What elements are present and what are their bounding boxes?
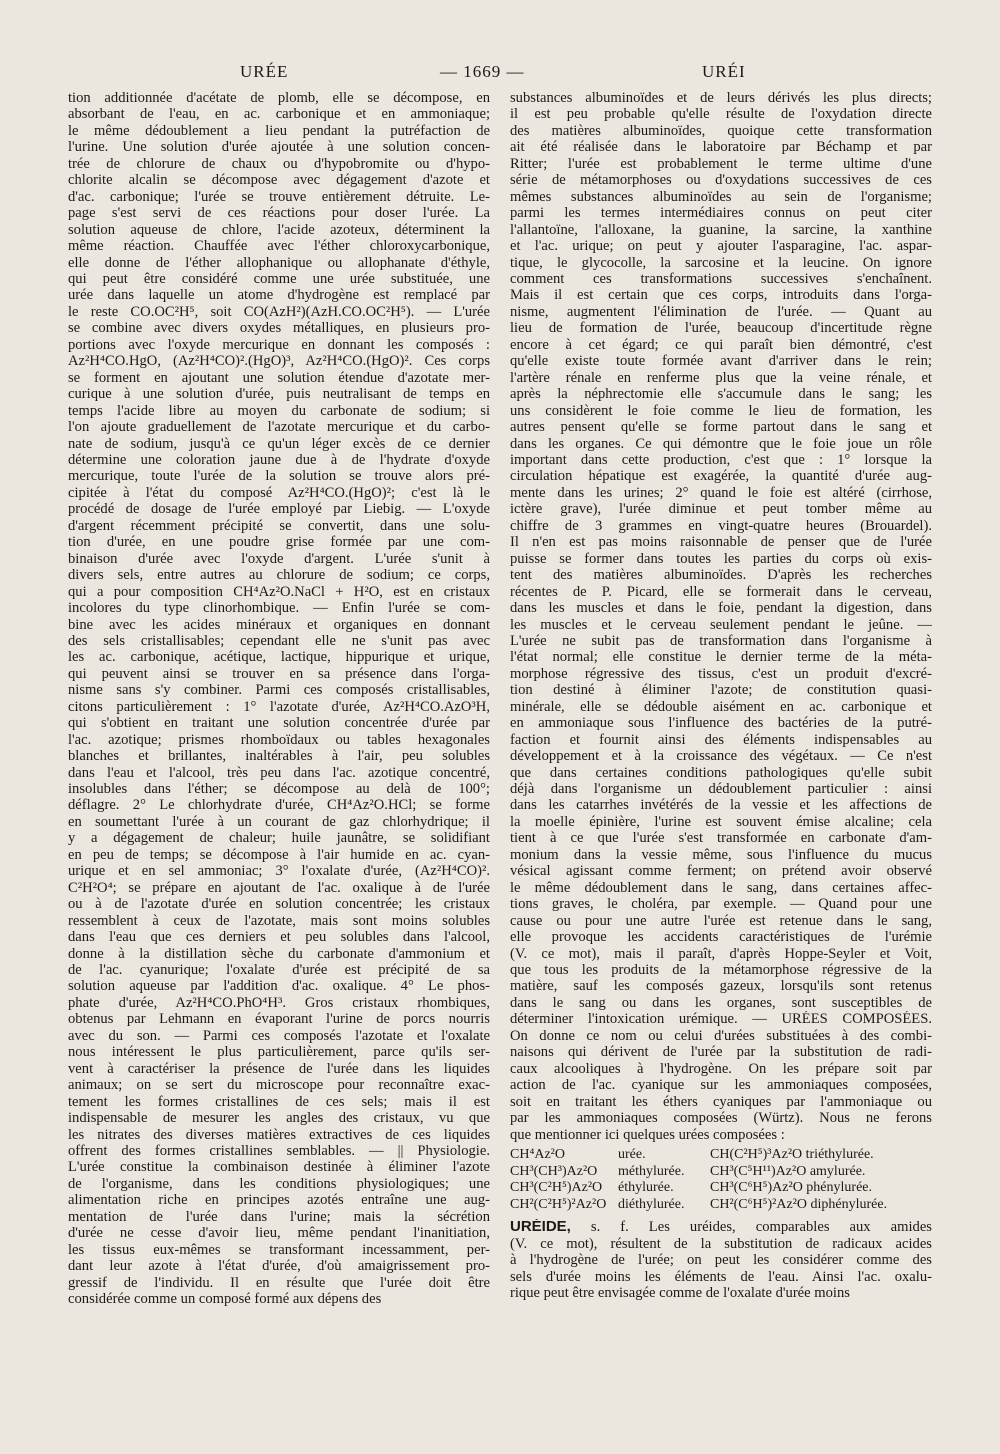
text-line: déflagre. 2° Le chlorhydrate d'urée, CH⁴Az²O.HCl; se forme <box>68 797 490 814</box>
compound-cell: CH³(C⁵H¹¹)Az²O amylurée. <box>710 1163 866 1179</box>
text-line: d'ac. carbonique; l'urée se trouve entièrement détruite. Le- <box>68 188 490 205</box>
header-right-word: URÉI <box>702 62 746 81</box>
text-line: sels d'urée moins les éléments de l'eau. Ainsi l'ac. oxalu- <box>510 1268 932 1285</box>
text-line: Az²H⁴CO.HgO, (Az²H⁴CO)².(HgO)³, Az²H⁴CO.(HgO)². Ces corps <box>68 353 490 370</box>
text-line: action de l'ac. cyanique sur les ammoniaques composées, <box>510 1077 932 1094</box>
text-line: On donne ce nom ou celui d'urées substituées à des combi- <box>510 1027 932 1044</box>
text-line: tient à ce que l'urée s'est transformée en carbonate d'am- <box>510 830 932 847</box>
text-line: l'urine. Une solution d'urée ajoutée à une solution concen- <box>68 139 490 156</box>
text-line: à l'hydrogène de l'urée; on peut les considérer comme des <box>510 1252 932 1269</box>
text-line: dans le sang ou dans les organes, sont susceptibles de <box>510 994 932 1011</box>
text-line: développement et à la croissance des végétaux. — Ce n'est <box>510 748 932 765</box>
text-line: cause ou pour une autre l'urée est retenue dans le sang, <box>510 912 932 929</box>
compound-cell: diéthylurée. <box>618 1196 685 1212</box>
text-line: par les ammoniaques composées (Würtz). Nous ne ferons <box>510 1110 932 1127</box>
text-line: binaison d'urée avec l'oxyde d'argent. L'urée s'unit à <box>68 550 490 567</box>
text-line: récentes de P. Picard, elle se formerait dans le cerveau, <box>510 583 932 600</box>
text-line: des matières albuminoïdes, quoique cette transformation <box>510 122 932 139</box>
text-line: le même dédoublement dans le sang, dans certaines affec- <box>510 879 932 896</box>
text-line: déjà dans l'organisme un dédoublement particulier : ainsi <box>510 781 932 798</box>
text-line: temps l'acide libre au moyen du carbonate de sodium; si <box>68 402 490 419</box>
text-line: solution aqueuse par l'addition d'ac. oxalique. 4° Le phos- <box>68 978 490 995</box>
text-line: qui a pour composition CH⁴Az²O.NaCl + H²O, est en cristaux <box>68 583 490 600</box>
compound-cell: CH³(CH³)Az²O <box>510 1163 598 1179</box>
compound-cell: CH(C²H⁵)³Az²O triéthylurée. <box>710 1147 874 1162</box>
text-line: matière, sauf les composés gazeux, lorsqu'ils sont retenus <box>510 978 932 995</box>
text-line: solution aqueuse de chlore, l'acide azoteux, déterminent la <box>68 221 490 238</box>
entry-headword: URÉIDE, <box>510 1219 571 1236</box>
text-line: gressif de l'individu. Il en résulte que l'urée doit être <box>68 1274 490 1291</box>
text-line: comment ces transformations successives s'enchaînent. <box>510 270 932 287</box>
text-line: absorbant de l'eau, en ac. carbonique et en ammoniaque; <box>68 106 490 123</box>
text-line: et l'ac. urique; on peut y ajouter l'asparagine, l'ac. aspar- <box>510 238 932 255</box>
text-line: animaux; on se sert du microscope pour reconnaître exac- <box>68 1077 490 1094</box>
text-line: le reste CO.OC²H⁵, soit CO(AzH²)(AzH.CO.OC²H⁵). — L'urée <box>68 303 490 320</box>
running-head <box>0 62 1000 86</box>
text-line: même réaction. Chauffée avec l'éther chloroxycarbonique, <box>68 238 490 255</box>
text-line: les ac. carbonique, acétique, lactique, hippurique et urique, <box>68 649 490 666</box>
text-line: incolores du type clinorhombique. — Enfin l'urée se com- <box>68 600 490 617</box>
text-line: (V. ce mot), résultent de la substitution de radicaux acides <box>510 1235 932 1252</box>
text-line: vent à caractériser la présence de l'urée dans les liquides <box>68 1060 490 1077</box>
text-line: série de métamorphoses ou d'oxydations successives de ces <box>510 172 932 189</box>
text-line: détermine une coloration jaune due à de l'hydrate d'oxyde <box>68 451 490 468</box>
text-line: mentation de l'urée dans l'urine; mais la sécrétion <box>68 1208 490 1225</box>
text-line: en peu de temps; se décompose à l'air humide en ac. cyan- <box>68 846 490 863</box>
text-line: se forment en ajoutant une solution étendue d'azotate mer- <box>68 369 490 386</box>
text-line: Mais il est certain que ces corps, introduits dans l'orga- <box>510 287 932 304</box>
text-line: uns considèrent le foie comme le lieu de formation, les <box>510 402 932 419</box>
compound-cell: CH³(C²H⁵)Az²O <box>510 1180 603 1196</box>
text-line: nate de sodium, jusqu'à ce qu'un léger excès de ce dernier <box>68 435 490 452</box>
text-line: (V. ce mot), mais il paraît, d'après Hoppe-Seyler et Voit, <box>510 945 932 962</box>
text-line: tique, le glycocolle, la sarcosine et la leucine. On ignore <box>510 254 932 271</box>
text-line: en soumettant l'urée à un courant de gaz chlorhydrique; il <box>68 813 490 830</box>
text-line: puisse se former dans toutes les parties du corps où exis- <box>510 550 932 567</box>
text-line: de l'organisme, dans les conditions physiologiques; une <box>68 1175 490 1192</box>
text-line: que tous les produits de la métamorphose régressive de la <box>510 962 932 979</box>
text-line: ou à de l'azotate d'urée en solution concentrée; les cristaux <box>68 896 490 913</box>
text-line: tion additionnée d'acétate de plomb, elle se décompose, en <box>68 90 490 106</box>
page-number: — 1669 — <box>440 62 525 81</box>
text-line: important dans cette production, c'est que : 1° lorsque la <box>510 451 932 468</box>
text-line: nisme sans s'y combiner. Parmi ces composés cristallisables, <box>68 682 490 699</box>
text-line: blanches et brillantes, inaltérables à l'air, peu solubles <box>68 748 490 765</box>
text-line: procédé de dosage de l'urée employé par Liebig. — L'oxyde <box>68 501 490 518</box>
text-line: avec du son. — Parmi ces composés l'azotate et l'oxalate <box>68 1027 490 1044</box>
text-line: soit en traitant les éthers cyaniques par l'ammoniaque ou <box>510 1093 932 1110</box>
text-line: encore à cet égard; ce qui paraît bien démontré, c'est <box>510 336 932 353</box>
text-line: vésical agissant comme ferment; on prétend avoir observé <box>510 863 932 880</box>
compound-ureas-table <box>510 1147 932 1213</box>
text-line: lieu de formation de l'urée, beaucoup d'incertitude règne <box>510 320 932 337</box>
text-line: qui peut être considéré comme une urée substituée, une <box>68 270 490 287</box>
text-line: alimentation riche en principes azotés entraîne une aug- <box>68 1192 490 1209</box>
text-line: minérale, elle se dédouble aisément en ac. carbonique et <box>510 698 932 715</box>
text-line: dans les catarrhes invétérés de la vessie et les affections de <box>510 797 932 814</box>
text-line: parmi les termes intermédiaires connus on peut citer <box>510 205 932 222</box>
text-line: y a dégagement de chaleur; huile jaunâtre, se solidifiant <box>68 830 490 847</box>
entry-text: s. f. Les uréides, comparables aux amides <box>570 1219 932 1236</box>
text-line: curique à une solution d'urée, puis neutralisant de temps en <box>68 386 490 403</box>
text-line: bine avec les acides minéraux et organiques en donnant <box>68 616 490 633</box>
text-line: tion destiné à éliminer l'azote; de constitution quasi- <box>510 682 932 699</box>
text-line: la moelle épinière, l'urine est souvent émise alcaline; cela <box>510 813 932 830</box>
text-line: ait été réalisée dans le laboratoire par Béchamp et par <box>510 139 932 156</box>
text-line: citons particulièrement : 1° l'azotate d'urée, Az²H⁴CO.AzO³H, <box>68 698 490 715</box>
text-line: obtenus par Lehmann en évaporant l'urine de porcs nourris <box>68 1011 490 1028</box>
text-line: cipitée à l'état du composé Az²H⁴CO.(HgO)²; c'est là le <box>68 484 490 501</box>
text-line: dans l'eau que ces derniers et peu solubles dans l'alcool, <box>68 929 490 946</box>
text-line: l'ac. azotique; prismes rhomboïdaux ou tables hexagonales <box>68 731 490 748</box>
text-line: dans les organes. Ce qui démontre que le foie joue un rôle <box>510 435 932 452</box>
text-line: que dans certaines conditions pathologiques qu'elle subit <box>510 764 932 781</box>
text-line: les nitrates des diverses matières extractives de ces liquides <box>68 1126 490 1143</box>
compound-cell: urée. <box>618 1147 646 1162</box>
text-line: circulation hépatique est exagérée, la quantité d'urée aug- <box>510 468 932 485</box>
text-line: tions graves, le choléra, par exemple. — Quand pour une <box>510 896 932 913</box>
header-left-word: URÉE <box>240 62 289 81</box>
text-line: des sels cristallisables; cependant elle ne s'unit pas avec <box>68 632 490 649</box>
compound-cell: méthylurée. <box>618 1163 685 1179</box>
ureide-first-line <box>510 1219 932 1235</box>
compound-cell: éthylurée. <box>618 1180 674 1196</box>
text-line: faction et fournit ainsi des éléments indispensables au <box>510 731 932 748</box>
right-column <box>510 90 932 1302</box>
compound-cell: CH²(C⁶H⁵)²Az²O diphénylurée. <box>710 1196 888 1212</box>
text-line: urique et en sel ammoniac; 3° l'oxalate d'urée, (Az²H⁴CO)². <box>68 863 490 880</box>
text-line: donne à la distillation sèche du carbonate d'ammonium et <box>68 945 490 962</box>
text-line: dans l'eau et l'alcool, très peu dans l'ac. azotique concentré, <box>68 764 490 781</box>
text-line: le même dédoublement a lieu pendant la putréfaction de <box>68 122 490 139</box>
text-line: après la néphrectomie elle s'accumule dans le sang; les <box>510 386 932 403</box>
text-line: portions avec l'oxyde mercurique en donnant les composés : <box>68 336 490 353</box>
text-line: insolubles dans l'éther; se décompose au delà de 100°; <box>68 781 490 798</box>
text-line: les muscles et le cerveau seulement pendant le jeûne. — <box>510 616 932 633</box>
text-line: chlorite alcalin se décompose avec dégagement d'azote et <box>68 172 490 189</box>
text-line: les tissus eux-mêmes se transformant incessamment, per- <box>68 1241 490 1258</box>
text-line: autres pensent qu'elle se forme partout dans le sang et <box>510 419 932 436</box>
compound-cell: CH²(C²H⁵)²Az²O <box>510 1196 607 1212</box>
text-line: de l'ac. cyanurique; l'oxalate d'urée est précipité de sa <box>68 962 490 979</box>
text-line: urée dans laquelle un atome d'hydrogène est remplacé par <box>68 287 490 304</box>
text-line: offrent des formes cristallines semblables. — || Physiologie. <box>68 1143 490 1159</box>
text-line: substances albuminoïdes et de leurs dérivés les plus directs; <box>510 90 932 106</box>
text-line: chiffre de 3 grammes en vingt-quatre heures (Brouardel). <box>510 517 932 534</box>
text-line: L'urée constitue la combinaison destinée à éliminer l'azote <box>68 1159 490 1176</box>
text-line: C²H²O⁴; se prépare en ajoutant de l'ac. oxalique à de l'urée <box>68 879 490 896</box>
text-line: dant leur azote à l'état d'urée, d'où amaigrissement pro- <box>68 1258 490 1275</box>
text-line: divers sels, entre autres au chlorure de sodium; ce corps, <box>68 567 490 584</box>
text-line: l'allantoïne, l'alloxane, la guanine, la sarcine, la xanthine <box>510 221 932 238</box>
text-line: qui s'obtient en traitant une solution concentrée d'urée par <box>68 715 490 732</box>
text-line: rique peut être envisagée comme de l'oxalate d'urée moins <box>510 1285 850 1302</box>
ureide-entry <box>510 1219 932 1301</box>
text-line: se combine avec divers oxydes métalliques, en plusieurs pro- <box>68 320 490 337</box>
compound-cell: CH⁴Az²O <box>510 1147 565 1162</box>
text-line: considérée comme un composé formé aux dépens des <box>68 1291 382 1308</box>
text-line: page s'est servi de ces réactions pour doser l'urée. La <box>68 205 490 222</box>
text-line: en ammoniaque sous l'influence des bactéries de la putré- <box>510 715 932 732</box>
text-line: qu'elle existe toute formée avant d'arriver dans le rein; <box>510 353 932 370</box>
text-line: morphose régressive des tissus, c'est un produit d'excré- <box>510 665 932 682</box>
text-line: monium dans la vessie même, sous l'influence du mucus <box>510 846 932 863</box>
text-line: l'artère rénale en renferme plus que la veine rénale, et <box>510 369 932 386</box>
text-line: elle donne de l'éther allophanique ou allophanate d'éthyle, <box>68 254 490 271</box>
text-line: phate d'urée, Az²H⁴CO.PhO⁴H³. Gros cristaux rhombiques, <box>68 994 490 1011</box>
text-line: caux alcooliques à l'hydrogène. On les prépare soit par <box>510 1060 932 1077</box>
text-line: L'urée ne subit pas de transformation dans l'organisme à <box>510 632 932 649</box>
text-line: mente dans les urines; 2° quand le foie est altéré (cirrhose, <box>510 484 932 501</box>
text-line: tion d'urée, en une poudre grise formée par une com- <box>68 534 490 551</box>
text-line: que mentionner ici quelques urées composées : <box>510 1126 785 1143</box>
text-line: ictère grave), l'urée diminue et peut tomber même au <box>510 501 932 518</box>
text-line: Ritter; l'urée est probablement le terme ultime d'une <box>510 155 932 172</box>
text-line: l'on ajoute graduellement de l'azotate mercurique et du carbo- <box>68 419 490 436</box>
text-line: nous intéressent le plus particulièrement, parce qu'ils ser- <box>68 1044 490 1061</box>
text-line: il est peu probable qu'elle résulte de l'oxydation directe <box>510 106 932 123</box>
text-line: trée de chlorure de chaux ou d'hypobromite ou d'hypo- <box>68 155 490 172</box>
text-line: déterminer l'intoxication urémique. — URÉES COMPOSÉES. <box>510 1011 932 1028</box>
text-line: d'argent récemment précipité se convertit, dans une solu- <box>68 517 490 534</box>
text-line: tement les formes cristallines de ces sels; mais il est <box>68 1093 490 1110</box>
compound-cell: CH³(C⁶H⁵)Az²O phénylurée. <box>710 1180 873 1196</box>
left-column <box>68 90 490 1308</box>
text-line: mêmes substances albuminoïdes au sein de l'organisme; <box>510 188 932 205</box>
text-line: ressemblent à ceux de l'azotate, mais sont moins solubles <box>68 912 490 929</box>
text-line: elle provoque les accidents caractéristiques de l'urémie <box>510 929 932 946</box>
text-line: tent des matières albuminoïdes. D'après les recherches <box>510 567 932 584</box>
text-line: dans les muscles et dans le foie, pendant la digestion, dans <box>510 600 932 617</box>
text-line: Il n'en est pas moins raisonnable de penser que de l'urée <box>510 534 932 551</box>
text-line: naisons qui dérivent de l'urée par la substitution de radi- <box>510 1044 932 1061</box>
text-line: d'urée ne cesse d'avoir lieu, même pendant l'inanitiation, <box>68 1225 490 1242</box>
text-line: qui peuvent ainsi se trouver en sa présence dans l'orga- <box>68 665 490 682</box>
text-line: indispensable de mesurer les angles des cristaux, vu que <box>68 1110 490 1127</box>
text-line: l'état normal; elle constitue le dernier terme de la méta- <box>510 649 932 666</box>
text-line: nisme, augmentent l'élimination de l'urée. — Quant au <box>510 303 932 320</box>
text-line: mercurique, toute l'urée de la solution se trouve alors pré- <box>68 468 490 485</box>
